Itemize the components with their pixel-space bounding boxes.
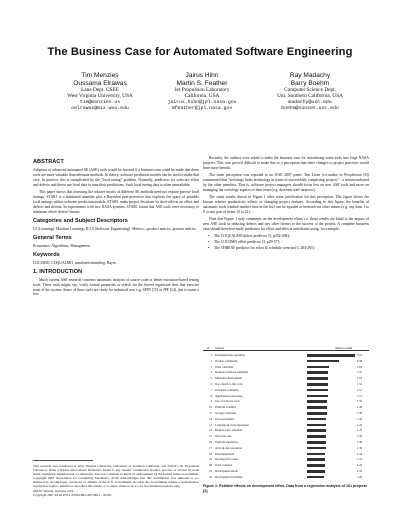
feature-value: 3.53 [357,353,363,357]
feature-id: 7 [210,387,212,392]
introduction-heading: 1. INTRODUCTION [33,268,83,275]
feature-label: Storage constraint [215,411,236,415]
feature-bar [307,371,328,374]
feature-value: 1.26 [357,474,363,479]
feature-label: Data base size [215,434,232,439]
author-affiliation: Computer Science Dept. [284,87,336,94]
figure-row [203,457,369,462]
author-name: Oussama Elrawas [73,79,127,87]
bullet-icon: • [208,234,210,239]
figure-1 [203,346,369,500]
feature-label: Platform volatility [215,405,237,410]
feature-label: Arch. & risk resolution [215,445,242,450]
body-paragraph: The same perception was reported at an ICSE 2007 panel. Tim Lister (co-author of Peopleware [8]) commented that "sociology beats technology in terms of successfully completing projects" - a notion endorsed by the other panelists. That is, software project managers should focus less on new ASE tools and more on managing the sociology aspects of their team (e.g. decrease staff turnover). [203,173,369,192]
categories-heading: Categories and Subject Descriptors [33,217,128,224]
bullet-icon: • [208,240,210,245]
author-name: Ray Madachy [289,72,331,79]
body-paragraph: Note that Figure 1 only comments on the development effort, i.e. those results are blind to the impact of new ASE tools in reducing defects and any other threats to the success of the project. A complete business case should therefore study predictors for effort and defects and threats using, for example: [203,217,369,231]
author-affiliation: Jet Propulsion Laboratory [174,87,230,94]
feature-bar [307,360,339,363]
abstract-heading: ABSTRACT [33,159,64,165]
feature-id: 15 [209,434,212,439]
feature-id: 18 [209,451,212,456]
author-name: Martin S. Feather [176,79,228,87]
author-name: Jairus Hihn [185,72,219,79]
feature-bar [307,366,329,369]
feature-bar [307,453,325,456]
feature-value: 1.51 [357,387,363,392]
feature-value: 1.29 [357,463,363,468]
figure-row [203,388,369,393]
feature-id: 17 [209,445,212,450]
feature-id: 20 [209,463,212,468]
feature-value: 1.49 [357,405,363,410]
figure-row [203,452,369,457]
figure-row [203,423,369,428]
figure-row [203,411,369,416]
author-email: madachy@usc.edu [288,99,332,105]
figure-row [203,376,369,381]
feature-value: 1.63 [357,364,363,369]
figure-row [203,353,369,358]
feature-id: 10 [209,405,212,410]
feature-value: 1.53 [357,376,363,381]
feature-id: 19 [209,457,212,462]
feature-bar [307,400,327,403]
feature-value: 1.39 [357,445,363,450]
figure-row [203,365,369,370]
feature-id: 2 [210,358,212,363]
feature-id: 22 [209,474,212,479]
feature-id: 9 [210,399,212,404]
list-item: • The COQUALMO defect predictor [3, p254-268]; [208,234,290,239]
feature-label: Language & tools experience [215,422,249,427]
author-group [48,72,152,112]
feature-value: 1.50 [357,399,363,404]
feature-bar [307,476,324,479]
general-terms-text: Economics, Algorithms, Management [33,243,90,248]
feature-label: Personnel continuity [215,387,239,392]
footnote-venue: ASE'07 Atlanta, Georgia, USA [33,488,74,493]
feature-label: Process maturity [215,416,235,421]
author-group [150,72,254,112]
feature-label: Platform experience [215,440,239,444]
feature-label: Required software reliability [215,370,249,375]
figure-row [203,434,369,439]
feature-label: Doc. match to life cycle [215,382,243,386]
keywords-heading: Keywords [33,251,60,258]
feature-bar [307,424,326,427]
author-name: Tim Menzies [81,72,119,79]
feature-value: 1.46 [357,411,363,415]
feature-id: 5 [210,376,212,381]
feature-bar [307,406,327,409]
feature-bar [307,377,328,380]
figure-row [203,382,369,387]
feature-value: 1.43 [357,416,363,421]
figure-row [203,428,369,433]
feature-label: Precedentedness [215,451,235,456]
list-item: • The COCOMO effort predictor [3, p29-57]; [208,240,280,245]
author-email: mfeather@jpl.nasa.gov [171,106,233,112]
feature-id: 12 [209,416,212,421]
figure-row [203,359,369,364]
feature-id: 16 [209,440,212,444]
feature-bar [307,418,326,421]
footnote-copyright: Copyright 2007 ACM 978-1-59593-882-4/07/0011 ...$5.00. [33,492,112,497]
feature-id: 21 [209,469,212,473]
feature-bar [307,354,355,357]
body-paragraph: Recently, the authors were asked to make the business case for introducing some tools into large NASA projects. This case proved difficult to make due to a perception that other changes to project practices would have more benefit. [203,156,369,170]
feature-bar [307,395,328,398]
feature-bar [307,383,328,386]
figure-row [203,405,369,410]
feature-label: Team cohesion [215,463,233,468]
feature-bar [307,470,325,473]
paper-title: The Business Case for Automated Software Engineering [47,46,353,58]
feature-label: Development flexibility [215,474,243,479]
feature-id: 14 [209,428,212,433]
figure-row [203,475,369,480]
feature-bar [307,429,326,432]
author-email: oelrawas@mix.wvu.edu [71,106,129,112]
left-column [33,156,199,300]
feature-value: 1.43 [357,428,363,433]
figure-row [203,417,369,422]
header-feature: features [215,346,225,350]
author-email: boehm@sunset.usc.edu [281,106,339,112]
feature-value: 1.42 [357,434,363,439]
feature-bar [307,441,326,444]
feature-value: 1.33 [357,451,363,456]
header-weight: relative weight [335,346,353,350]
figure-row [203,399,369,404]
introduction-paragraph: Much current ASE research concerns automatic analysis of source code or better execution-based testing tools. These tools might, say, verify formal properties or search for the fewest regression tests that exercise most of the system. Some of these tools are ready for industrial use; e.g. SPIN [15] or JPF [14], just to name a few. [33,277,199,297]
footnote-rule [33,460,93,461]
feature-id: 6 [210,382,212,386]
categories-text: I.6 [Learning]: Machine Learning; D.2.8 [Software Engineering]: Metrics—product metrics, process metrics [33,226,196,231]
feature-value: 1.51 [357,393,363,398]
feature-value: 1.32 [357,469,363,473]
footnote-text: This research was conducted at West Virginia University, University of Southern California, and NASA's Jet Propulsion Laboratory under a NASA sub-contract. Reference herein to any specific commercial product, process, or service by trade name, trademark, manufacturer, or otherwise, does not constitute or imply its endorsement by the United States Government. Copyright 2007 Association for Computing Machinery. ACM acknowledges that this contribution was authored or co-authored by an employee, contractor or affiliate of the U.S. Government. As such, the Government retains a nonexclusive, royalty-free right to publish or reproduce this article, or to allow others to do so, for Government purposes only. [33,464,199,489]
figure-header [203,346,369,351]
feature-bar [307,435,326,438]
keywords-text: COCOMO, COQUALMO, simulated annealing, Bayes [33,260,117,265]
author-affiliation: California, USA [184,93,220,100]
figure-row [203,370,369,375]
feature-label: Use of software tools [215,399,240,404]
figure-row [203,446,369,451]
body-paragraph: The study results shown in Figure 1 offer some justification for this perception. This figure shows the known relative productivity effects of changing project features. According to this figure, the benefits of automatic tools (ranked number nine in the list) can be equaled or bettered via other means (e.g. any item 1 to 8 or any pair of items 10 to 22). [203,195,369,214]
feature-id: 8 [210,393,212,398]
feature-label: Required dev. schedule [215,428,242,433]
author-affiliation: Lane Dept. CSEE [81,87,119,94]
feature-bar [307,464,325,467]
author-name: Barry Boehm [290,79,330,87]
figure-row [203,394,369,399]
header-id: id [207,346,210,350]
figure-caption: Figure 1: Relative effects on development effort. Data from a regression analysis of 161 projects [2]. [203,484,367,493]
feature-bar [307,458,325,461]
feature-bar [307,447,326,450]
feature-value: 1.31 [357,457,363,462]
feature-label: Product complexity [215,358,238,363]
author-email: jairus.hihn@jpl.nasa.gov [167,99,237,105]
right-column [203,156,369,254]
author-group [254,72,366,112]
author-block [0,72,400,142]
feature-value: 1.54 [357,370,363,375]
figure-row [203,469,369,474]
feature-label: Multi-site development [215,376,243,381]
list-item: • The THREAT predictor for effort & schedule overrun [3, 284-291]. [208,246,316,250]
feature-value: 2.38 [357,358,363,363]
feature-value: 1.40 [357,440,363,444]
figure-row [203,440,369,445]
feature-label: Developed for reuse [215,457,239,462]
feature-value: 1.52 [357,382,363,386]
author-email: tim@menzies.us [79,99,121,105]
feature-id: 4 [210,370,212,375]
feature-id: 1 [210,353,212,357]
feature-label: Time constraint [215,364,234,369]
bullet-icon: • [208,246,210,250]
feature-bar [307,389,328,392]
feature-bar [307,412,327,415]
abstract-paragraph: Adoption of advanced automated SE (ASE) tools would be favored if a business case could be made that these tools are more valuable than alternate methods. In theory, software prediction models can be used to make that case. In practice, this is complicated by the "local tuning" problem. Normally, predictors for software effort and defects and threat use local data to tune their predictions. Such local tuning data is often unavailable. [33,168,199,187]
feature-label: Development mode [215,469,238,473]
feature-id: 11 [209,411,212,415]
figure-row [203,463,369,468]
abstract-paragraph: This paper shows that assessing the relative merits of different SE methods need not require precise local tunings. STAR1 is a simulated annealer plus a Bayesian post-processor that explores the space of possible local tunings within software prediction models. STAR1 ranks project decisions by their effects on effort and defects and threats. In experiments with two NASA systems, STAR1 found that ASE tools were necessary to minimize effort/ defect/ threats. [33,190,199,214]
general-terms-heading: General Terms [33,234,72,241]
author-affiliation: Uni. Southern California, USA [277,93,343,100]
feature-label: Applications experience [215,393,244,398]
predictor-list [208,234,369,251]
copyright-footnote [33,460,199,497]
feature-id: 3 [210,364,212,369]
author-affiliation: West Virginia University, USA [67,93,133,100]
feature-label: Personnel/team capability [215,353,245,357]
feature-value: 1.43 [357,422,363,427]
feature-id: 13 [209,422,212,427]
